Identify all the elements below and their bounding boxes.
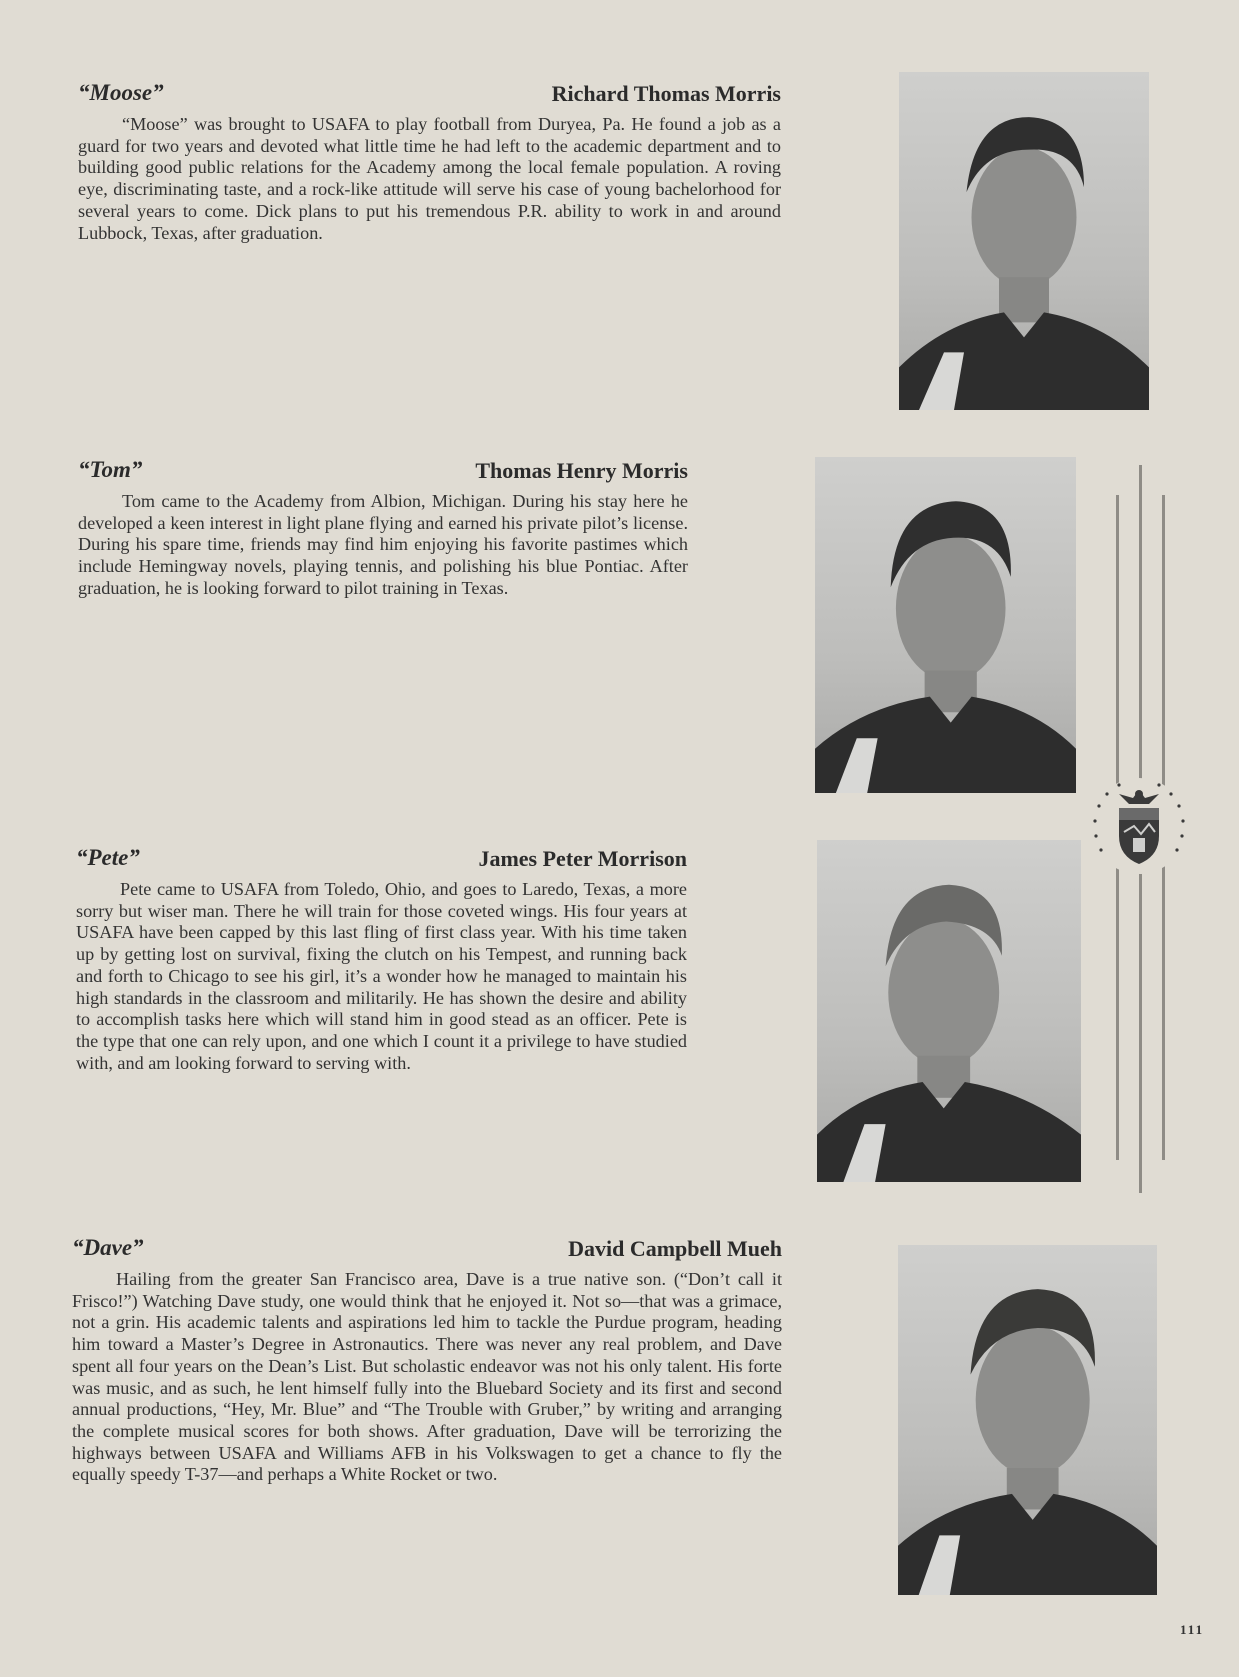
entry-morris-richard bbox=[78, 80, 781, 280]
biography: Pete came to USAFA from Toledo, Ohio, and goes to Laredo, Texas, a more sorry but wiser man. There he will train for those coveted wings. His four years at USAFA have been capped by this last fling of first class year. With his time taken up by getting lost on survival, fixing the clutch on his Tempest, and running back and forth to Chicago to see his girl, it’s a wonder how he managed to maintain his high standards in the classroom and militarily. He has shown the desire and ability to accomplish tasks here which will stand him in good stead as an officer. Pete is the type that one can rely upon, and one which I count it a privilege to have studied with, and am looking forward to serving with. bbox=[76, 879, 687, 1073]
full-name: James Peter Morrison bbox=[478, 846, 687, 871]
entry-mueh-david bbox=[72, 1235, 782, 1565]
portrait-photo bbox=[899, 72, 1149, 410]
full-name: David Campbell Mueh bbox=[568, 1236, 782, 1261]
portrait-silhouette bbox=[898, 1245, 1157, 1595]
biography: Hailing from the greater San Francisco area, Dave is a true native son. (“Don’t call it Frisco!”) Watching Dave study, one would think that he enjoyed it. Not so—that was a grimace, not a grin. His academic talents and aspirations led him to tackle the Purdue program, heading him toward a Master’s Degree in Astronautics. There was never any real problem, and Dave spent all four years on the Dean’s List. But scholastic endeavor was not his only talent. His forte was music, and as such, he lent himself fully into the Bluebard Society and its first and second annual productions, “Hey, Mr. Blue” and “The Trouble with Gruber,” by writing and arranging the complete musical scores for both shows. After graduation, Dave will be terrorizing the highways between USAFA and Williams AFB in his Volkswagen to get a chance to fly the equally speedy T-37—and perhaps a White Rocket or two. bbox=[72, 1269, 782, 1485]
portrait-silhouette bbox=[815, 457, 1076, 793]
portrait-silhouette bbox=[817, 840, 1081, 1182]
nickname: “Tom” bbox=[78, 457, 143, 482]
portrait-photo bbox=[817, 840, 1081, 1182]
entry-morris-thomas bbox=[78, 457, 688, 637]
page-number: 111 bbox=[1180, 1622, 1205, 1637]
full-name: Thomas Henry Morris bbox=[475, 458, 688, 483]
academy-crest-icon bbox=[1089, 776, 1189, 876]
biography: Tom came to the Academy from Albion, Michigan. During his stay here he developed a keen interest in light plane flying and earned his private pilot’s license. During his spare time, friends may find him enjoying his favorite pastimes which include Hemingway novels, playing tennis, and polishing his blue Pontiac. After graduation, he is looking forward to pilot training in Texas. bbox=[78, 491, 688, 598]
full-name: Richard Thomas Morris bbox=[551, 81, 781, 106]
entry-morrison-james bbox=[76, 845, 687, 1135]
nickname: “Pete” bbox=[76, 845, 140, 870]
portrait-photo bbox=[815, 457, 1076, 793]
biography: “Moose” was brought to USAFA to play football from Duryea, Pa. He found a job as a guard for two years and devoted what little time he had left to the academic department and to building good public relations for the Academy among the local female population. A roving eye, discriminating taste, and a rock-like attitude will serve his case of young bachelorhood for several years to come. Dick plans to put his tremendous P.R. ability to work in and around Lubbock, Texas, after graduation. bbox=[78, 114, 781, 243]
portrait-photo bbox=[898, 1245, 1157, 1595]
nickname: “Moose” bbox=[78, 80, 164, 105]
portrait-silhouette bbox=[899, 72, 1149, 410]
nickname: “Dave” bbox=[72, 1235, 144, 1260]
